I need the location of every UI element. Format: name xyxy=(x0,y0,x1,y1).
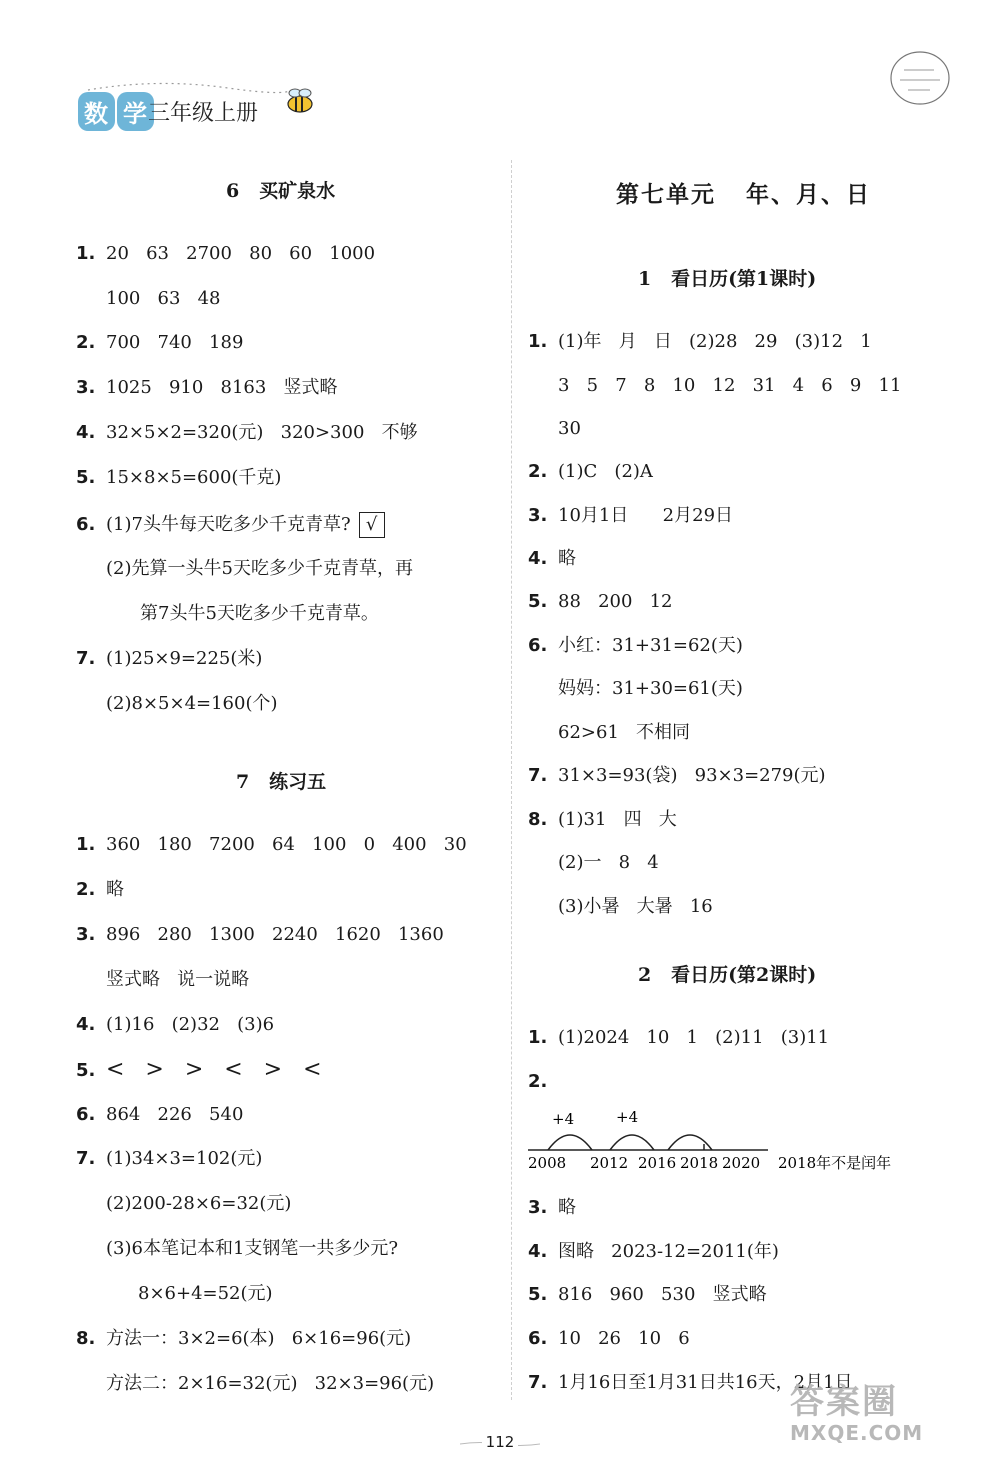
stamp-icon xyxy=(888,48,952,108)
check-mark-box: √ xyxy=(359,512,385,538)
subject-char-1: 数 xyxy=(78,92,115,131)
answer-line xyxy=(76,1103,243,1127)
answer-text: (1)25×9=225(米) xyxy=(106,648,263,669)
answer-text: (1)7头牛每天吃多少千克青草? xyxy=(106,514,351,535)
item-number: 7. xyxy=(76,648,96,669)
item-number: 5. xyxy=(76,467,96,488)
section-title-6: 6 买矿泉水 xyxy=(226,180,336,202)
tick-label: 2016 xyxy=(638,1154,677,1170)
watermark-title: 答案圈 xyxy=(790,1382,898,1422)
unit-title: 第七单元 年、月、日 xyxy=(616,181,872,208)
item-number: 2. xyxy=(76,879,96,900)
answer-text: 816 960 530 竖式略 xyxy=(558,1284,767,1305)
answer-text: 1月16日至1月31日共16天，2月1日 xyxy=(558,1372,853,1393)
section-title-7: 7 练习五 xyxy=(236,771,327,793)
subject-char-2: 学 xyxy=(117,92,154,131)
answer-text: (3)6本笔记本和1支钢笔一共多少元? xyxy=(106,1238,399,1259)
answer-text: (2)8×5×4=160(个) xyxy=(106,693,278,714)
answer-text: 31×3=93(袋) 93×3=279(元) xyxy=(558,765,826,786)
answer-line xyxy=(528,590,673,614)
answer-line xyxy=(76,1058,322,1083)
item-number: 7. xyxy=(528,1372,548,1393)
answer-line xyxy=(76,421,418,445)
column-divider xyxy=(511,160,512,1400)
item-number: 4. xyxy=(528,548,548,569)
answer-text: 8×6+4=52(元) xyxy=(138,1283,273,1304)
answer-line xyxy=(76,647,262,671)
answer-line xyxy=(528,764,826,788)
answer-text: 360 180 7200 64 100 0 400 30 xyxy=(106,834,467,855)
item-number: 7. xyxy=(528,765,548,786)
jump-label: +4 xyxy=(552,1110,575,1128)
jump-label: +4 xyxy=(616,1108,639,1126)
answer-text: 第7头牛5天吃多少千克青草。 xyxy=(140,603,379,624)
subject-badge xyxy=(78,92,156,131)
answer-line xyxy=(76,1147,262,1171)
watermark-url: MXQE.COM xyxy=(790,1421,924,1445)
answer-line xyxy=(76,878,124,902)
item-number: 6. xyxy=(528,1328,548,1349)
answer-text: (1)34×3=102(元) xyxy=(106,1148,263,1169)
item-number: 8. xyxy=(76,1328,96,1349)
answer-line xyxy=(528,547,576,571)
answer-text: 10 26 10 6 xyxy=(558,1328,690,1349)
answer-text: 100 63 48 xyxy=(106,288,221,309)
answer-text: 妈妈：31+30=61(天) xyxy=(558,678,743,699)
answer-line xyxy=(76,923,444,947)
answer-text: < > > < > < xyxy=(106,1057,322,1082)
item-number: 1. xyxy=(528,331,548,352)
answer-text: (1)C (2)A xyxy=(558,461,653,482)
item-number: 6. xyxy=(76,1104,96,1125)
answer-line xyxy=(76,466,281,490)
answer-text: 15×8×5=600(千克) xyxy=(106,467,282,488)
answer-line xyxy=(528,1327,690,1351)
item-number: 3. xyxy=(528,505,548,526)
answer-text: 896 280 1300 2240 1620 1360 xyxy=(106,924,444,945)
tick-label: 2018 xyxy=(680,1154,719,1170)
item-number: 8. xyxy=(528,809,548,830)
answer-text: (2)200-28×6=32(元) xyxy=(106,1193,292,1214)
answer-text: 竖式略 说一说略 xyxy=(106,969,250,990)
answer-text: 10月1日 2月29日 xyxy=(558,505,734,526)
answer-line xyxy=(528,1070,558,1094)
page-number-text: 112 xyxy=(482,1433,519,1451)
answer-text: 864 226 540 xyxy=(106,1104,244,1125)
answer-text: 图略 2023-12=2011(年) xyxy=(558,1241,779,1262)
leap-year-number-line xyxy=(528,1098,948,1170)
answer-line xyxy=(76,331,243,355)
section-title-1: 1 看日历(第1课时) xyxy=(638,268,817,290)
answer-text: 30 xyxy=(558,418,581,439)
answer-line xyxy=(528,808,677,832)
item-number: 3. xyxy=(76,924,96,945)
answer-line xyxy=(528,460,653,484)
item-number: 1. xyxy=(76,834,96,855)
tick-label: 2008 xyxy=(528,1154,567,1170)
answer-text: 20 63 2700 80 60 1000 xyxy=(106,243,376,264)
answer-text: 3 5 7 8 10 12 31 4 6 9 11 xyxy=(558,375,902,396)
answer-text: 62>61 不相同 xyxy=(558,722,691,743)
answer-text: 700 740 189 xyxy=(106,332,244,353)
answer-text: (1)2024 10 1 (2)11 (3)11 xyxy=(558,1027,830,1048)
item-number: 7. xyxy=(76,1148,96,1169)
answer-text: 32×5×2=320(元) 320>300 不够 xyxy=(106,422,418,443)
answer-text: 小红：31+31=62(天) xyxy=(558,635,743,656)
answer-text: (3)小暑 大暑 16 xyxy=(558,896,713,917)
answer-text: (2)先算一头牛5天吃多少千克青草，再 xyxy=(106,558,413,579)
answer-line xyxy=(76,1327,411,1351)
item-number: 5. xyxy=(76,1060,96,1081)
answer-text: (1)16 (2)32 (3)6 xyxy=(106,1014,275,1035)
item-number: 5. xyxy=(528,1284,548,1305)
item-number: 1. xyxy=(76,243,96,264)
answer-line xyxy=(528,504,733,528)
answer-line xyxy=(76,1013,274,1037)
item-number: 1. xyxy=(528,1027,548,1048)
answer-text: 略 xyxy=(106,879,124,900)
item-number: 3. xyxy=(528,1197,548,1218)
answer-line xyxy=(528,1283,767,1307)
answer-line xyxy=(528,330,872,354)
answer-text: 1025 910 8163 竖式略 xyxy=(106,377,338,398)
answer-text: 88 200 12 xyxy=(558,591,673,612)
grade-label: 三年级上册 xyxy=(148,101,259,126)
item-number: 4. xyxy=(76,422,96,443)
answer-text: 方法一：3×2=6(本) 6×16=96(元) xyxy=(106,1328,412,1349)
item-number: 4. xyxy=(76,1014,96,1035)
answer-line xyxy=(528,1240,779,1264)
answer-line xyxy=(528,1196,576,1220)
answer-text: 略 xyxy=(558,1197,576,1218)
answer-text: (1)31 四 大 xyxy=(558,809,677,830)
page-number xyxy=(460,1433,540,1451)
answer-line xyxy=(528,1026,829,1050)
answer-text: 略 xyxy=(558,548,576,569)
item-number: 6. xyxy=(528,635,548,656)
answer-line xyxy=(76,376,337,400)
item-number: 3. xyxy=(76,377,96,398)
answer-line xyxy=(76,833,467,857)
book-header xyxy=(62,78,332,138)
section-title-2: 2 看日历(第2课时) xyxy=(638,964,817,986)
answer-text: 方法二：2×16=32(元) 32×3=96(元) xyxy=(106,1373,435,1394)
watermark xyxy=(790,1374,923,1445)
number-line-note: 2018年不是闰年 xyxy=(778,1154,892,1170)
item-number: 4. xyxy=(528,1241,548,1262)
answer-text: (2)一 8 4 xyxy=(558,852,659,873)
answer-line xyxy=(76,242,375,266)
item-number: 5. xyxy=(528,591,548,612)
item-number: 6. xyxy=(76,514,96,535)
item-number: 2. xyxy=(528,1071,548,1092)
answer-line xyxy=(76,512,385,538)
item-number: 2. xyxy=(528,461,548,482)
item-number: 2. xyxy=(76,332,96,353)
answer-text: (1)年 月 日 (2)28 29 (3)12 1 xyxy=(558,331,872,352)
bee-icon xyxy=(282,86,318,116)
tick-label: 2020 xyxy=(722,1154,761,1170)
tick-label: 2012 xyxy=(590,1154,629,1170)
answer-line xyxy=(528,634,743,658)
